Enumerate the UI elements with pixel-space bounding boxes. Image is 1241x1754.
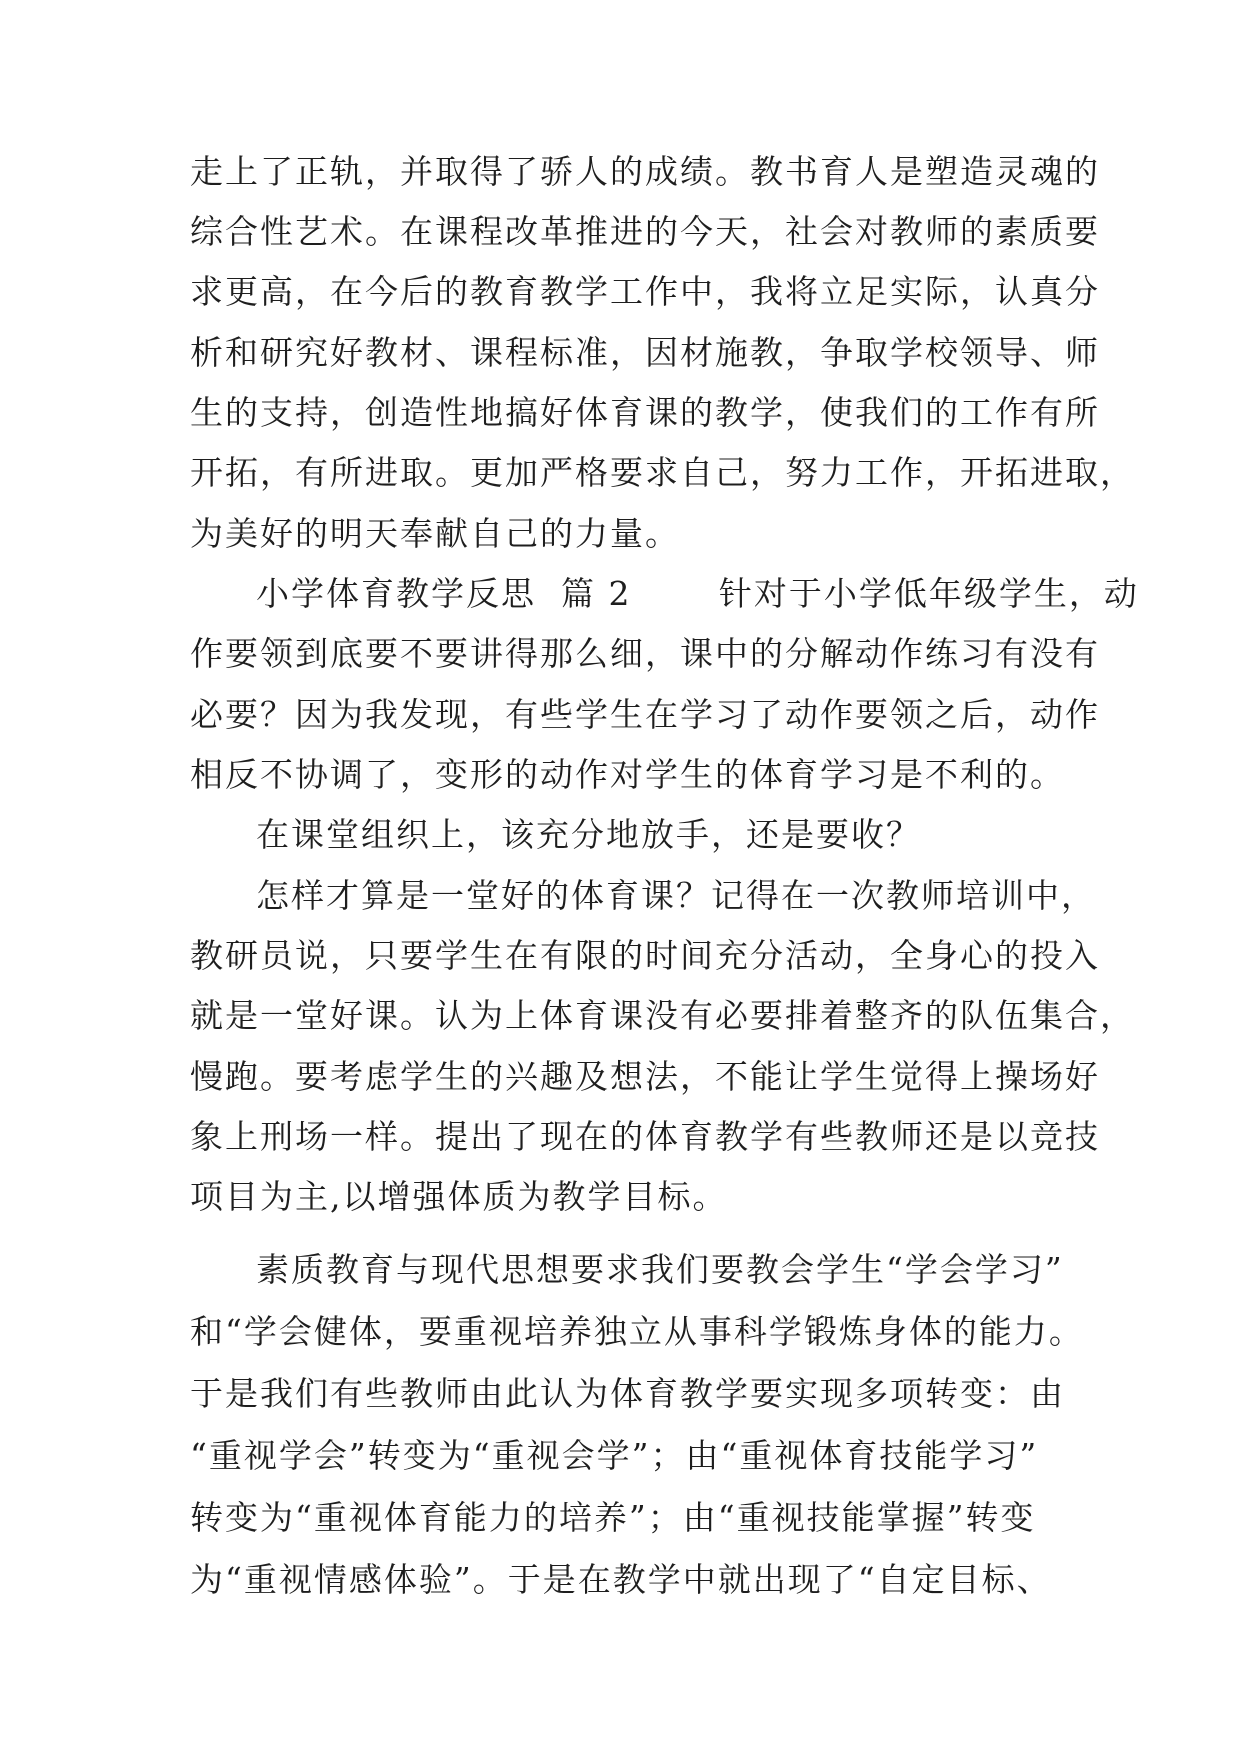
text-line: “重视学会”转变为“重视会学”；由“重视体育技能学习”: [190, 1436, 1039, 1475]
text-line: 怎样才算是一堂好的体育课？记得在一次教师培训中，: [256, 876, 1096, 915]
text-line: 在课堂组织上，该充分地放手，还是要收？: [256, 815, 921, 854]
text-line: 走上了正轨，并取得了骄人的成绩。教书育人是塑造灵魂的: [190, 152, 1100, 191]
text-line: 相反不协调了，变形的动作对学生的体育学习是不利的。: [190, 755, 1065, 794]
text-line: 就是一堂好课。认为上体育课没有必要排着整齐的队伍集合，: [190, 996, 1135, 1035]
text-line: 生的支持，创造性地搞好体育课的教学，使我们的工作有所: [190, 393, 1100, 432]
text-line: 教研员说，只要学生在有限的时间充分活动，全身心的投入: [190, 936, 1100, 975]
text-line: 为美好的明天奉献自己的力量。: [190, 514, 680, 553]
text-line: 开拓，有所进取。更加严格要求自己，努力工作，开拓进取，: [190, 453, 1135, 492]
text-line: 于是我们有些教师由此认为体育教学要实现多项转变：由: [190, 1374, 1065, 1413]
text-line: 必要？因为我发现，有些学生在学习了动作要领之后，动作: [190, 695, 1100, 734]
section-heading-line: 小学体育教学反思 篇 2 针对于小学低年级学生，动: [256, 574, 1139, 613]
text-line: 作要领到底要不要讲得那么细，课中的分解动作练习有没有: [190, 634, 1100, 673]
text-line: 求更高，在今后的教育教学工作中，我将立足实际，认真分: [190, 272, 1100, 311]
text-line: 项目为主,以增强体质为教学目标。: [190, 1177, 728, 1216]
text-line: 析和研究好教材、课程标准，因材施教，争取学校领导、师: [190, 333, 1100, 372]
text-line: 和“学会健体，要重视培养独立从事科学锻炼身体的能力。: [190, 1312, 1084, 1351]
text-line: 素质教育与现代思想要求我们要教会学生“学会学习”: [256, 1250, 1064, 1289]
text-line: 象上刑场一样。提出了现在的体育教学有些教师还是以竞技: [190, 1117, 1100, 1156]
text-line: 为“重视情感体验”。于是在教学中就出现了“自定目标、: [190, 1560, 1052, 1599]
text-line: 综合性艺术。在课程改革推进的今天，社会对教师的素质要: [190, 212, 1100, 251]
text-line: 慢跑。要考虑学生的兴趣及想法，不能让学生觉得上操场好: [190, 1057, 1100, 1096]
text-line: 转变为“重视体育能力的培养”；由“重视技能掌握”转变: [190, 1498, 1036, 1537]
